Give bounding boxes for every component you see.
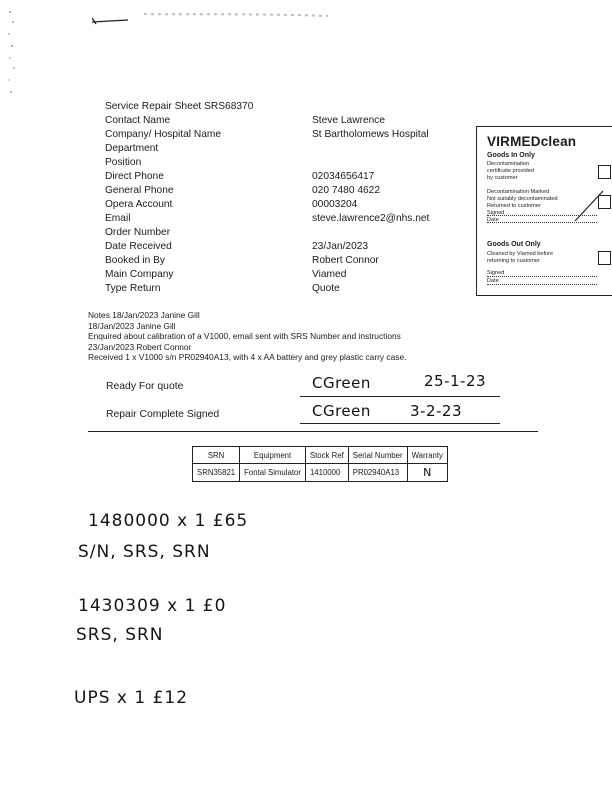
header-scribble <box>92 10 332 28</box>
cell-serial: PR02940A13 <box>348 464 407 482</box>
col-header-serial: Serial Number <box>348 447 407 464</box>
ready-date: 25-1-23 <box>424 372 487 390</box>
complete-signature: CGreen <box>312 402 371 420</box>
handwritten-line: 1430309 x 1 £0 <box>78 596 227 616</box>
repair-complete-label: Repair Complete Signed <box>106 409 220 420</box>
stamp-check-line: Date <box>487 217 499 223</box>
scan-edge-artifacts <box>4 0 18 792</box>
stamp-goods-in-line: certificate provided <box>487 168 534 174</box>
stamp-brand: VIRMEDclean <box>487 134 577 149</box>
handwritten-line: SRS, SRN <box>76 625 164 645</box>
stamp-field-line <box>487 284 597 285</box>
table-header-row <box>193 447 448 464</box>
notes-block <box>88 310 406 363</box>
cell-equipment: Fontal Simulator <box>240 464 306 482</box>
note-line: Enquired about calibration of a V1000, email sent with SRS Number and instructions <box>88 331 401 341</box>
stamp-check-line: Decontamination Marked <box>487 189 550 195</box>
stamp-check-line: Returned to customer <box>487 203 541 209</box>
section-divider <box>88 431 538 432</box>
note-line: Notes 18/Jan/2023 Janine Gill <box>88 310 200 320</box>
table-row <box>193 464 448 482</box>
ready-signature: CGreen <box>312 374 371 392</box>
equipment-table <box>192 446 448 482</box>
col-header-warranty: Warranty <box>407 447 447 464</box>
virmedclean-stamp <box>476 126 612 296</box>
stamp-check-line: Signed <box>487 210 505 216</box>
stamp-check-line: Not suitably decontaminated <box>487 196 558 202</box>
handwritten-line: UPS x 1 £12 <box>74 688 189 708</box>
stamp-goods-out-field: Date <box>487 278 499 284</box>
handwritten-line: S/N, SRS, SRN <box>78 542 211 562</box>
stamp-checkbox <box>598 165 611 179</box>
stamp-checkbox <box>598 251 611 265</box>
cell-stock-ref: 1410000 <box>305 464 348 482</box>
cell-srn: SRN35821 <box>193 464 240 482</box>
complete-signature-line <box>300 423 500 424</box>
note-line: Received 1 x V1000 s/n PR02940A13, with 4 x AA battery and grey plastic carry case. <box>88 352 407 362</box>
stamp-field-line <box>487 276 597 277</box>
note-line: 18/Jan/2023 Janine Gill <box>88 320 176 331</box>
stamp-goods-out-field: Signed <box>487 270 505 276</box>
col-header-stock-ref: Stock Ref <box>305 447 348 464</box>
ready-for-quote-label: Ready For quote <box>106 381 184 392</box>
stamp-goods-out-line: Cleaned by Viamed before <box>487 251 554 257</box>
stamp-goods-in-heading: Goods In Only <box>487 152 535 159</box>
complete-date: 3-2-23 <box>410 402 462 420</box>
stamp-goods-out-heading: Goods Out Only <box>487 241 541 248</box>
col-header-srn: SRN <box>193 447 240 464</box>
ready-signature-line <box>300 396 500 397</box>
stamp-goods-in-line: by customer <box>487 175 518 181</box>
stamp-cross-mark <box>573 189 605 223</box>
col-header-equipment: Equipment <box>240 447 306 464</box>
handwritten-line: 1480000 x 1 £65 <box>88 511 249 531</box>
note-line: 23/Jan/2023 Robert Connor <box>88 341 192 352</box>
stamp-goods-out-line: returning to customer <box>487 258 540 264</box>
cell-warranty: N <box>407 464 447 482</box>
stamp-goods-in-line: Decontamination <box>487 161 529 167</box>
